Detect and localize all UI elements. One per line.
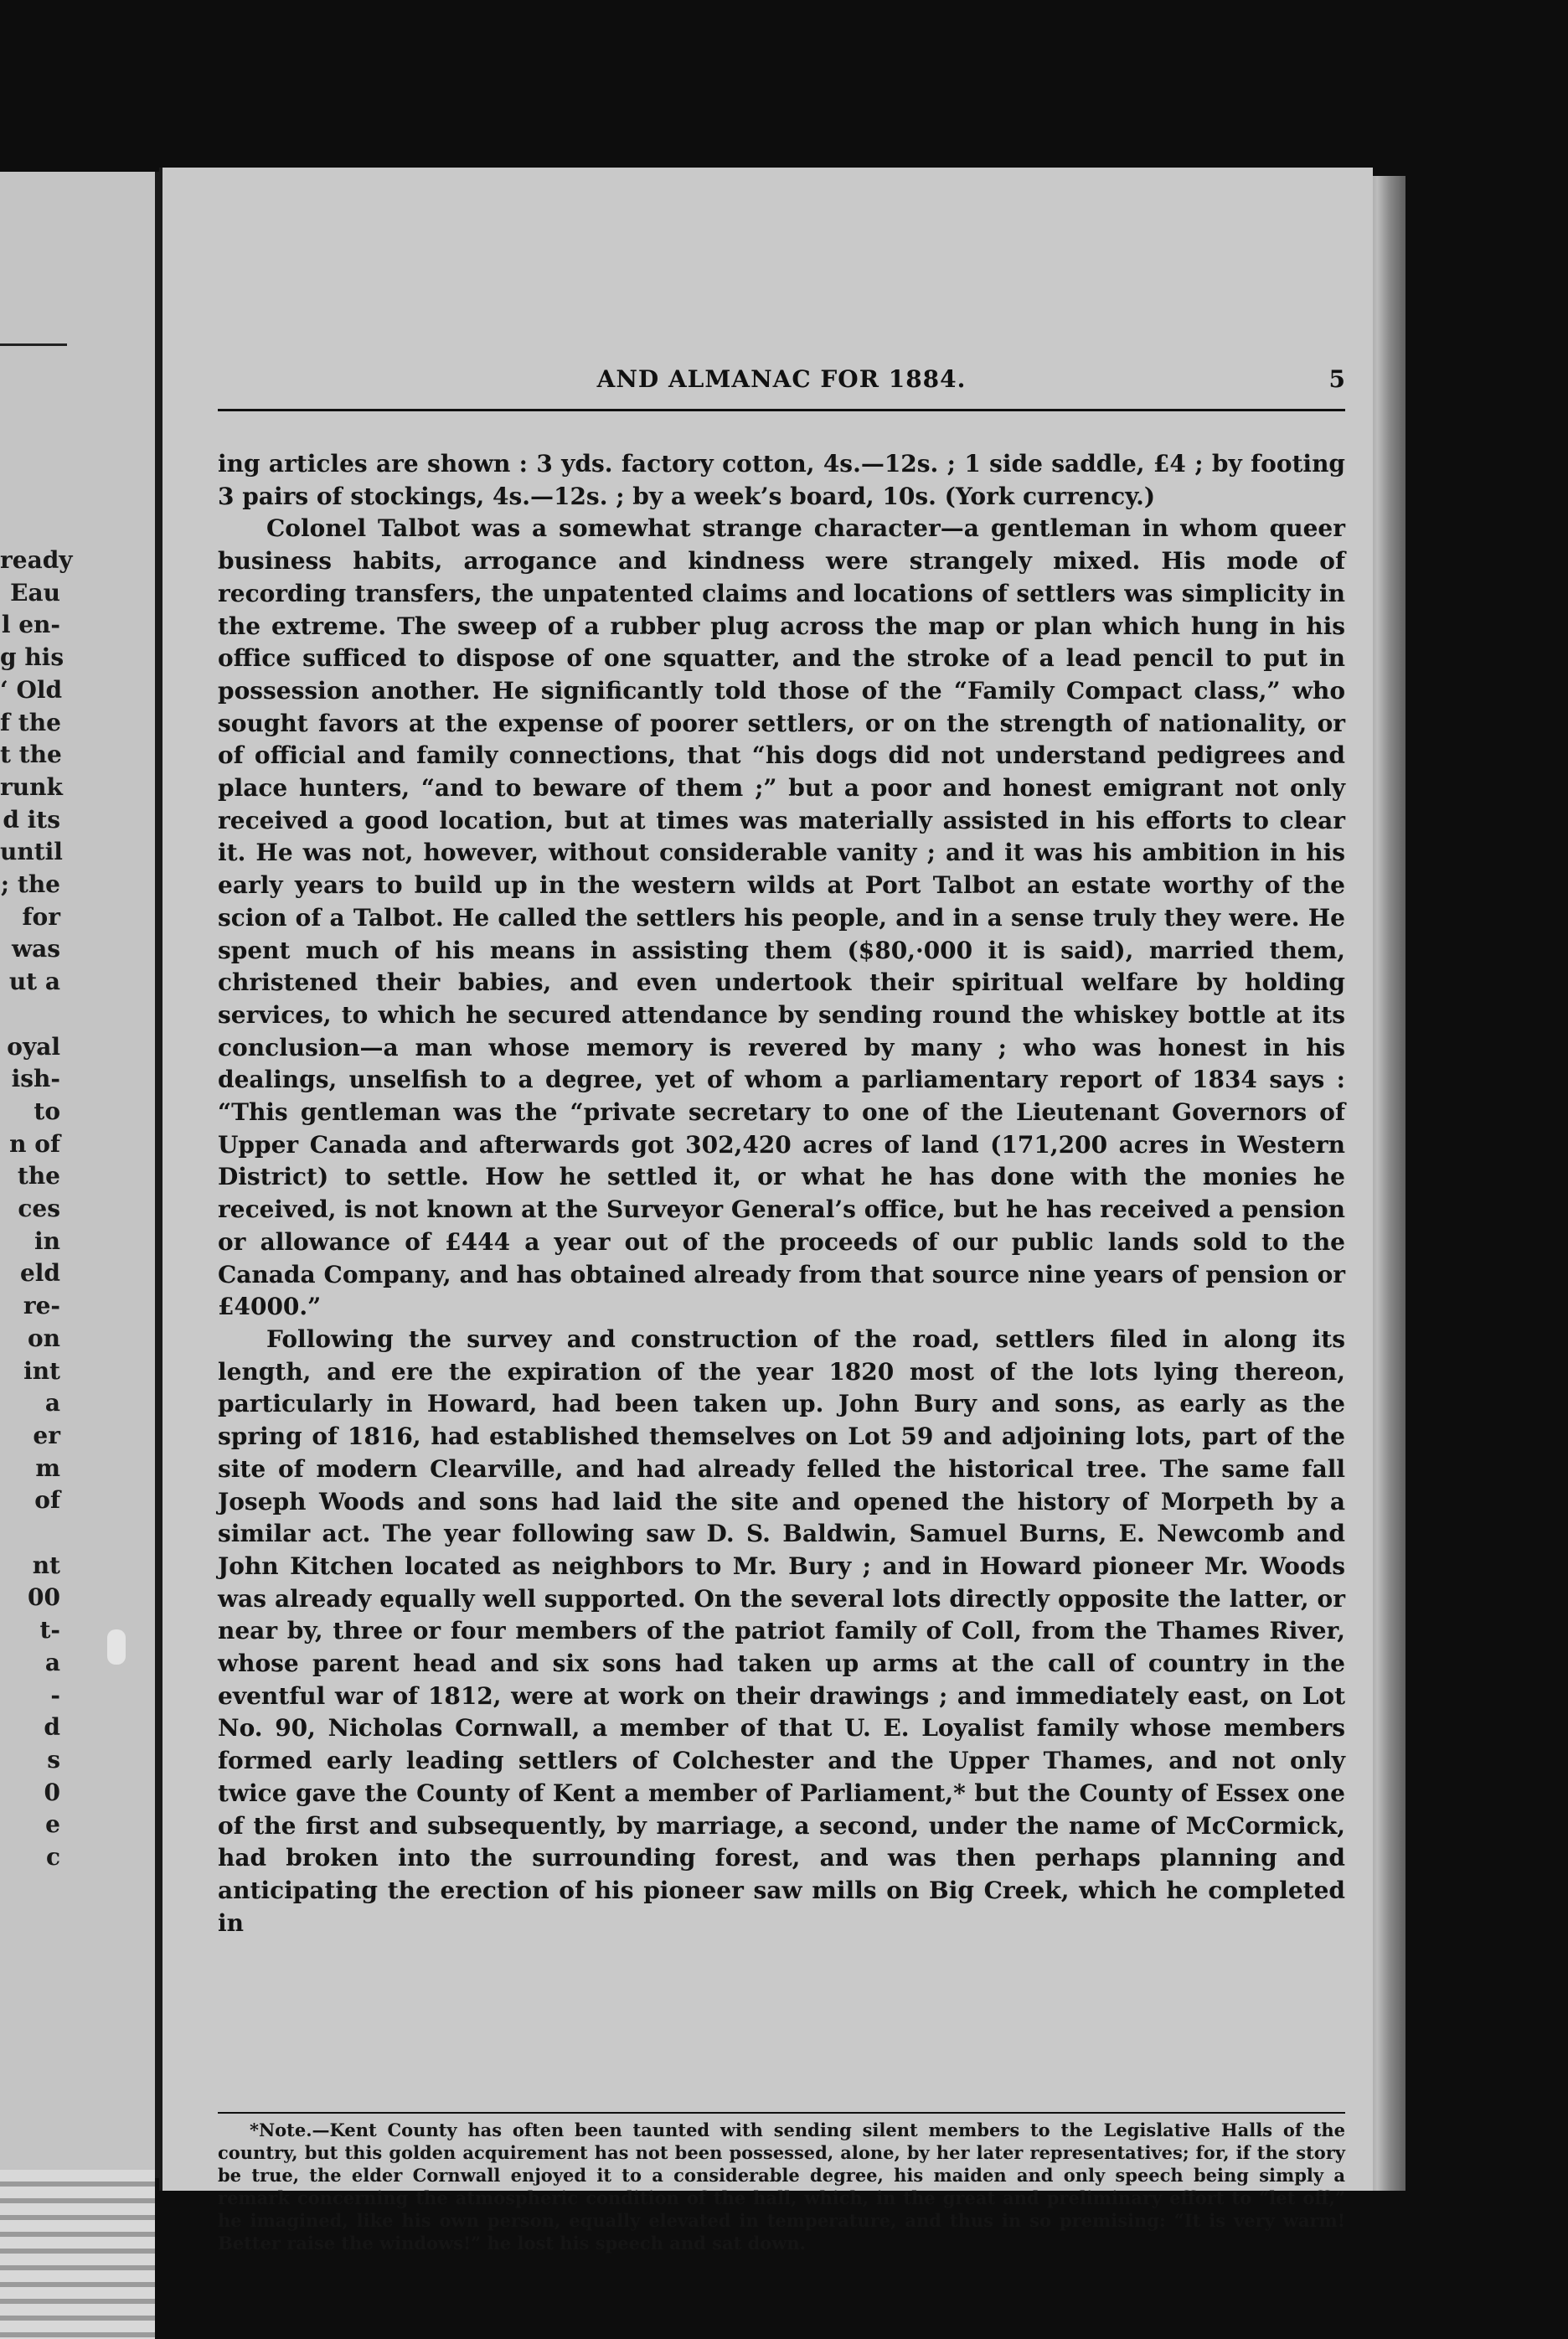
previous-page-fragment: of [34, 1486, 60, 1515]
previous-page-fragment: ces [18, 1195, 60, 1223]
previous-page-fragment: l en- [1, 611, 60, 639]
footnote-rule [218, 2112, 1345, 2114]
previous-page-fragment: re- [23, 1292, 60, 1320]
previous-page-fragment: was [11, 935, 60, 963]
previous-page-fragment: ut a [8, 968, 60, 996]
previous-page-fragment: t- [39, 1616, 60, 1645]
previous-page-fragment: - [50, 1681, 60, 1709]
book-binding [0, 2170, 155, 2339]
previous-page-fragment: a [44, 1648, 60, 1676]
binding-clip [107, 1629, 126, 1665]
header-rule [218, 409, 1345, 411]
previous-page-fragment: er [33, 1421, 60, 1449]
previous-page-fragment: 00 [28, 1583, 60, 1612]
previous-page-fragment: ready [0, 546, 73, 574]
running-head: AND ALMANAC FOR 1884. [596, 365, 967, 393]
page-number: 5 [1328, 365, 1345, 393]
previous-page-fragment: f the [0, 708, 61, 736]
previous-page-fragment: in [34, 1226, 60, 1255]
previous-page-fragment: e [45, 1810, 60, 1839]
previous-page-fragment: int [23, 1356, 60, 1385]
fragment-gap [0, 1517, 60, 1550]
previous-page-fragment: ish- [11, 1065, 60, 1093]
book-page [159, 168, 1373, 2254]
paragraph-1: ing articles are shown : 3 yds. factory cotton, 4s.—12s. ; 1 side saddle, £4 ; by footing 3 pairs of stockings, 4s.—12s. ; by a week’s board, 10s. (York currency.) [218, 450, 1345, 510]
previous-page-fragment: Eau [10, 578, 60, 607]
footnote: *Note.—Kent County has often been taunted with sending silent members to the Legislative Halls of the country, but this golden acquirement has not been possessed, alone, by her later representatives; for, if the story be true, the elder Cornwall enjoyed it to a considerable degree, his maiden and only speech being simply a remark concerning the atmospheric condition of the hall, which, in the great and preliminary effort to “let off,” he imagined, like his own person, equally elevated in temperature, and thus in so premising: “It is very warm! Better raise the windows!” he lost his speech and sat down. [218, 2120, 1345, 2254]
previous-page-fragment: m [35, 1453, 60, 1482]
previous-page-rule [0, 343, 67, 346]
paragraph-3: Following the survey and construction of the road, settlers filed in along its length, and ere the expiration of the year 1820 most of the lots lying thereon, particularly in Howard, had been taken up. John Bury and sons, as early as the spring of 1816, had established themselves on Lot 59 and adjoining lots, part of the site of modern Clearville, and had already felled the historical tree. The same fall Joseph Woods and sons had laid the site and opened the history of Morpeth by a similar act. The year following saw D. S. Baldwin, Samuel Burns, E. Newcomb and John Kitchen located as neighbors to Mr. Bury ; and in Howard pioneer Mr. Woods was already equally well supported. On the several lots directly opposite the latter, or near by, three or four members of the patriot family of Coll, from the Thames River, whose parent head and six sons had taken up arms at the call of country in the eventful war of 1812, were at work on their drawings ; and immediately east, on Lot No. 90, Nicholas Cornwall, a member of that U. E. Loyalist family whose members formed early leading settlers of Colchester and the Upper Thames, and not only twice gave the County of Kent a member of Parliament,* but the County of Essex one of the first and subsequently, by marriage, a second, under the name of McCormick, had broken into the surrounding forest, and was then perhaps planning and anticipating the erection of his pioneer saw mills on Big Creek, which he completed in [218, 1324, 1345, 1937]
previous-page-fragment: ‘ Old [0, 675, 63, 704]
previous-page-fragment: s [47, 1745, 60, 1774]
previous-page-text-fragments [0, 545, 73, 1874]
previous-page-fragment: nt [32, 1551, 60, 1579]
previous-page-fragment: the [17, 1162, 60, 1190]
previous-page-fragment: 0 [44, 1778, 60, 1806]
previous-page-fragment: ; the [0, 870, 60, 899]
page-header [218, 365, 1345, 416]
previous-page-fragment: eld [19, 1259, 60, 1288]
previous-page-fragment: g his [0, 643, 64, 672]
previous-page-fragment: t the [0, 741, 62, 769]
fragment-gap [0, 999, 60, 1031]
previous-page [0, 172, 159, 2178]
previous-page-fragment: d [44, 1713, 60, 1742]
previous-page-fragment: to [34, 1097, 60, 1125]
previous-page-fragment: oyal [7, 1032, 60, 1061]
previous-page-fragment: runk [0, 772, 63, 801]
previous-page-fragment: c [45, 1843, 60, 1872]
previous-page-fragment: a [44, 1389, 60, 1417]
body-text [218, 448, 1345, 1939]
previous-page-fragment: until [0, 838, 63, 866]
previous-page-fragment: d its [3, 805, 60, 834]
previous-page-fragment: n of [9, 1129, 60, 1158]
previous-page-fragment: for [22, 902, 60, 931]
paragraph-2: Colonel Talbot was a somewhat strange character—a gentleman in whom queer business habits, arrogance and kindness were strangely mixed. His mode of recording transfers, the unpatented claims and locations of settlers was simplicity in the extreme. The sweep of a rubber plug across the map or plan which hung in his office sufficed to dispose of one squatter, and the stroke of a lead pencil to put in possession another. He significantly told those of the “Family Compact class,” who sought favors at the expense of poorer settlers, or on the strength of nationality, or of official and family connections, that “his dogs did not understand pedigrees and place hunters, “and to beware of them ;” but a poor and honest emigrant not only received a good location, but at times was materially assisted in his efforts to clear it. He was not, however, without considerable vanity ; and it was his ambition in his early years to build up in the western wilds at Port Talbot an estate worthy of the scion of a Talbot. He called the settlers his people, and in a sense truly they were. He spent much of his means in assisting them ($80,·000 it is said), married them, christened their babies, and even undertook their spiritual welfare by holding services, to which he secured attendance by sending round the whiskey bottle at its conclusion—a man whose memory is revered by many ; who was honest in his dealings, unselfish to a degree, yet of whom a parliamentary report of 1834 says : “This gentleman was the “private secretary to one of the Lieutenant Governors of Upper Canada and afterwards got 302,420 acres of land (171,200 acres in Western District) to settle. How he settled it, or what he has done with the monies he received, is not known at the Surveyor General’s office, but he has received a pension or allowance of £444 a year out of the proceeds of our public lands sold to the Canada Company, and has obtained already from that source nine years of pension or £4000.” [218, 514, 1345, 1321]
previous-page-fragment: on [27, 1324, 60, 1352]
